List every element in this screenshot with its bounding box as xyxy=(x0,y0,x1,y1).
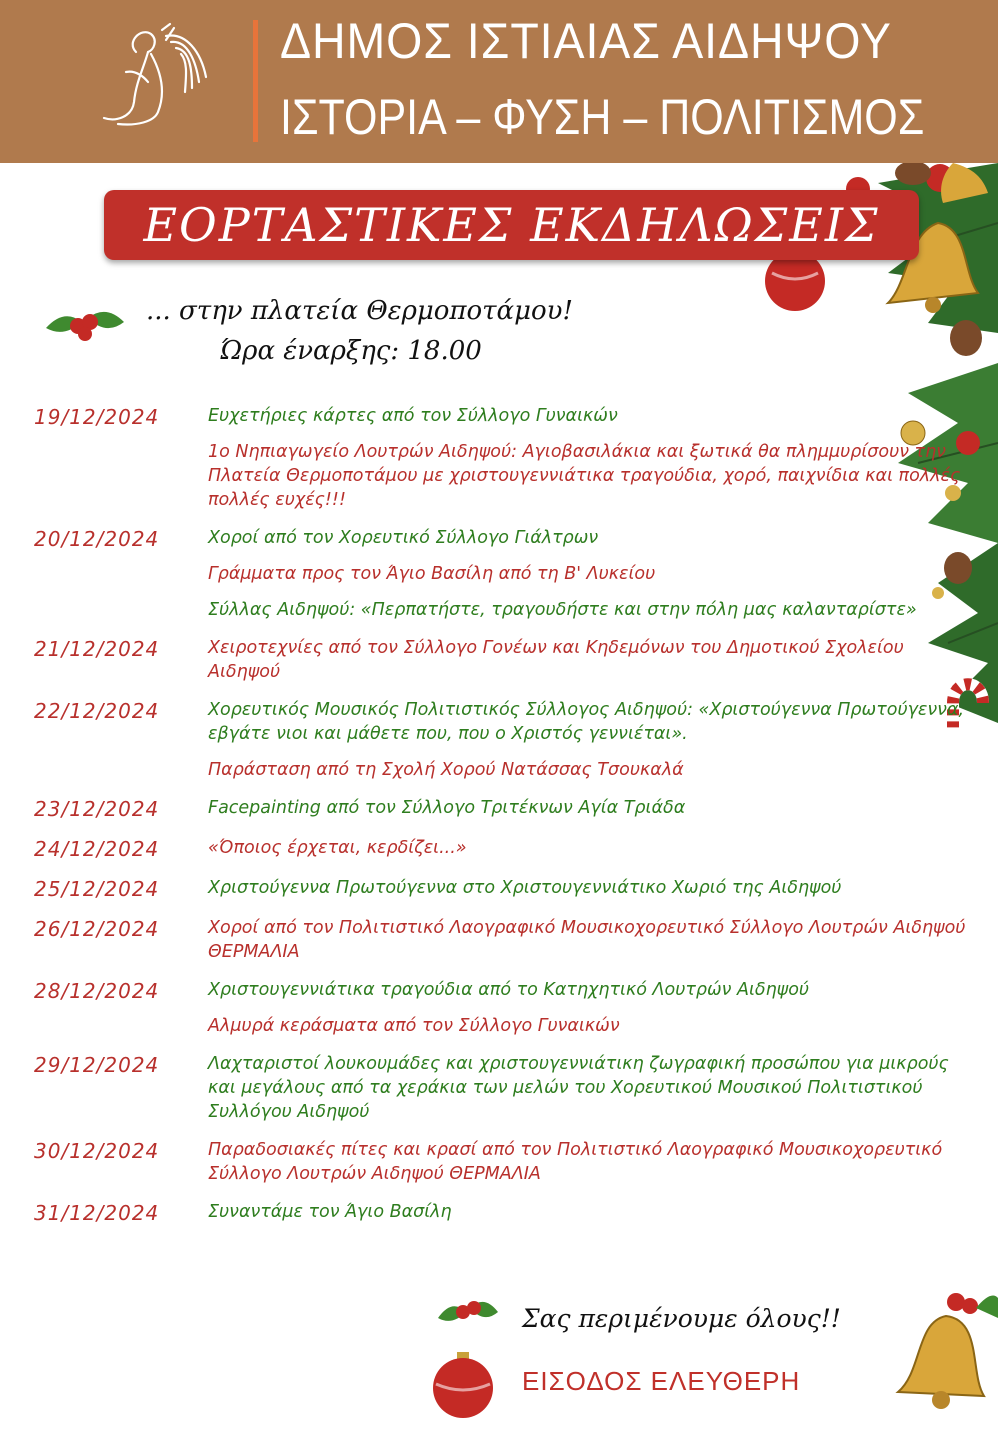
event-description: Χριστουγεννιάτικα τραγούδια από το Κατηχητικό Λουτρών Αιδηψού xyxy=(208,980,810,1000)
schedule-day xyxy=(34,978,974,1038)
event-description: «Όποιος έρχεται, κερδίζει...» xyxy=(208,838,467,858)
footer-message: Σας περιμένουμε όλους!! xyxy=(522,1304,841,1333)
banner-title: ΕΟΡΤΑΣΤΙΚΕΣ ΕΚΔΗΛΩΣΕΙΣ xyxy=(143,198,880,252)
schedule-day xyxy=(34,526,974,622)
event-date: 19/12/2024 xyxy=(34,405,160,429)
schedule-day xyxy=(34,1200,974,1226)
events-banner xyxy=(104,190,919,260)
holly-icon xyxy=(44,298,126,344)
event-list xyxy=(208,1138,974,1186)
event-description: Συναντάμε τον Άγιο Βασίλη xyxy=(208,1202,452,1222)
event-location: ... στην πλατεία Θερμοποτάμου! xyxy=(146,296,573,326)
event-description: Facepainting από τον Σύλλογο Τριτέκνων Αγία Τριάδα xyxy=(208,798,686,818)
event-list xyxy=(208,636,974,684)
event-list xyxy=(208,836,974,862)
event-description: Λαχταριστοί λουκουμάδες και χριστουγεννιάτικη ζωγραφική προσώπου για μικρούς και μεγάλους από τα χεράκια των μελών του Χορευτικού Μουσικού Πολιτιστικού Συλλόγου Αιδηψού xyxy=(208,1054,949,1122)
schedule-day xyxy=(34,836,974,862)
event-list xyxy=(208,698,974,782)
event-date: 21/12/2024 xyxy=(34,637,160,661)
event-date: 30/12/2024 xyxy=(34,1139,160,1163)
header-title: ΔΗΜΟΣ ΙΣΤΙΑΙΑΣ ΑΙΔΗΨΟΥ xyxy=(280,13,892,69)
logo-figure-icon xyxy=(96,22,236,142)
event-date: 25/12/2024 xyxy=(34,877,160,901)
schedule-day xyxy=(34,698,974,782)
event-list xyxy=(208,1200,974,1226)
schedule-day xyxy=(34,876,974,902)
schedule xyxy=(34,404,974,1240)
event-date: 22/12/2024 xyxy=(34,699,160,723)
event-list xyxy=(208,1052,974,1124)
event-date: 26/12/2024 xyxy=(34,917,160,941)
schedule-day xyxy=(34,916,974,964)
event-list xyxy=(208,978,974,1038)
event-description: Παράσταση από τη Σχολή Χορού Νατάσσας Τσουκαλά xyxy=(208,760,684,780)
event-description: Χοροί από τον Χορευτικό Σύλλογο Γιάλτρων xyxy=(208,528,599,548)
schedule-day xyxy=(34,404,974,512)
event-list xyxy=(208,526,974,622)
event-description: Σύλλας Αιδηψού: «Περπατήστε, τραγουδήστε και στην πόλη μας καλανταρίστε» xyxy=(208,600,917,620)
ornament-ball-icon xyxy=(428,1350,498,1420)
header-divider xyxy=(253,20,258,142)
schedule-day xyxy=(34,1052,974,1124)
event-description: Γράμματα προς τον Άγιο Βασίλη από τη Β' Λυκείου xyxy=(208,564,656,584)
event-description: Ευχετήριες κάρτες από τον Σύλλογο Γυναικών xyxy=(208,406,618,426)
event-date: 28/12/2024 xyxy=(34,979,160,1003)
event-description: Χοροί από τον Πολιτιστικό Λαογραφικό Μουσικοχορευτικό Σύλλογο Λουτρών Αιδηψού ΘΕΡΜΑΛΙΑ xyxy=(208,918,966,962)
event-list xyxy=(208,404,974,512)
schedule-day xyxy=(34,1138,974,1186)
event-list xyxy=(208,796,974,822)
event-list xyxy=(208,876,974,902)
bell-icon xyxy=(886,1288,998,1418)
event-date: 31/12/2024 xyxy=(34,1201,160,1225)
event-description: Αλμυρά κεράσματα από τον Σύλλογο Γυναικών xyxy=(208,1016,620,1036)
schedule-day xyxy=(34,796,974,822)
event-list xyxy=(208,916,974,964)
event-date: 23/12/2024 xyxy=(34,797,160,821)
schedule-day xyxy=(34,636,974,684)
event-date: 29/12/2024 xyxy=(34,1053,160,1077)
event-date: 20/12/2024 xyxy=(34,527,160,551)
holly-icon xyxy=(438,1290,498,1330)
header-subtitle: ΙΣΤΟΡΙΑ – ΦΥΣΗ – ΠΟΛΙΤΙΣΜΟΣ xyxy=(280,89,925,145)
event-description: Χριστούγεννα Πρωτούγεννα στο Χριστουγεννιάτικο Χωριό της Αιδηψού xyxy=(208,878,842,898)
event-description: Παραδοσιακές πίτες και κρασί από τον Πολιτιστικό Λαογραφικό Μουσικοχορευτικό Σύλλογο Λουτρών Αιδηψού ΘΕΡΜΑΛΙΑ xyxy=(208,1140,943,1184)
event-description: 1ο Νηπιαγωγείο Λουτρών Αιδηψού: Αγιοβασιλάκια και ξωτικά θα πλημμυρίσουν την Πλατεία Θερμοποτάμου με χριστουγεννιάτικα τραγούδια, χορό, παιχνίδια και πολλές πολλές ευχές!!! xyxy=(208,442,961,510)
header xyxy=(0,0,998,163)
start-time: Ώρα έναρξης: 18.00 xyxy=(220,336,482,366)
event-date: 24/12/2024 xyxy=(34,837,160,861)
event-description: Χορευτικός Μουσικός Πολιτιστικός Σύλλογος Αιδηψού: «Χριστούγεννα Πρωτούγεννα, εβγάτε νιοι και μάθετε που, που ο Χριστός γεννιέται». xyxy=(208,700,965,744)
event-description: Χειροτεχνίες από τον Σύλλογο Γονέων και Κηδεμόνων του Δημοτικού Σχολείου Αιδηψού xyxy=(208,638,904,682)
free-entry: ΕΙΣΟΔΟΣ ΕΛΕΥΘΕΡΗ xyxy=(522,1366,801,1396)
